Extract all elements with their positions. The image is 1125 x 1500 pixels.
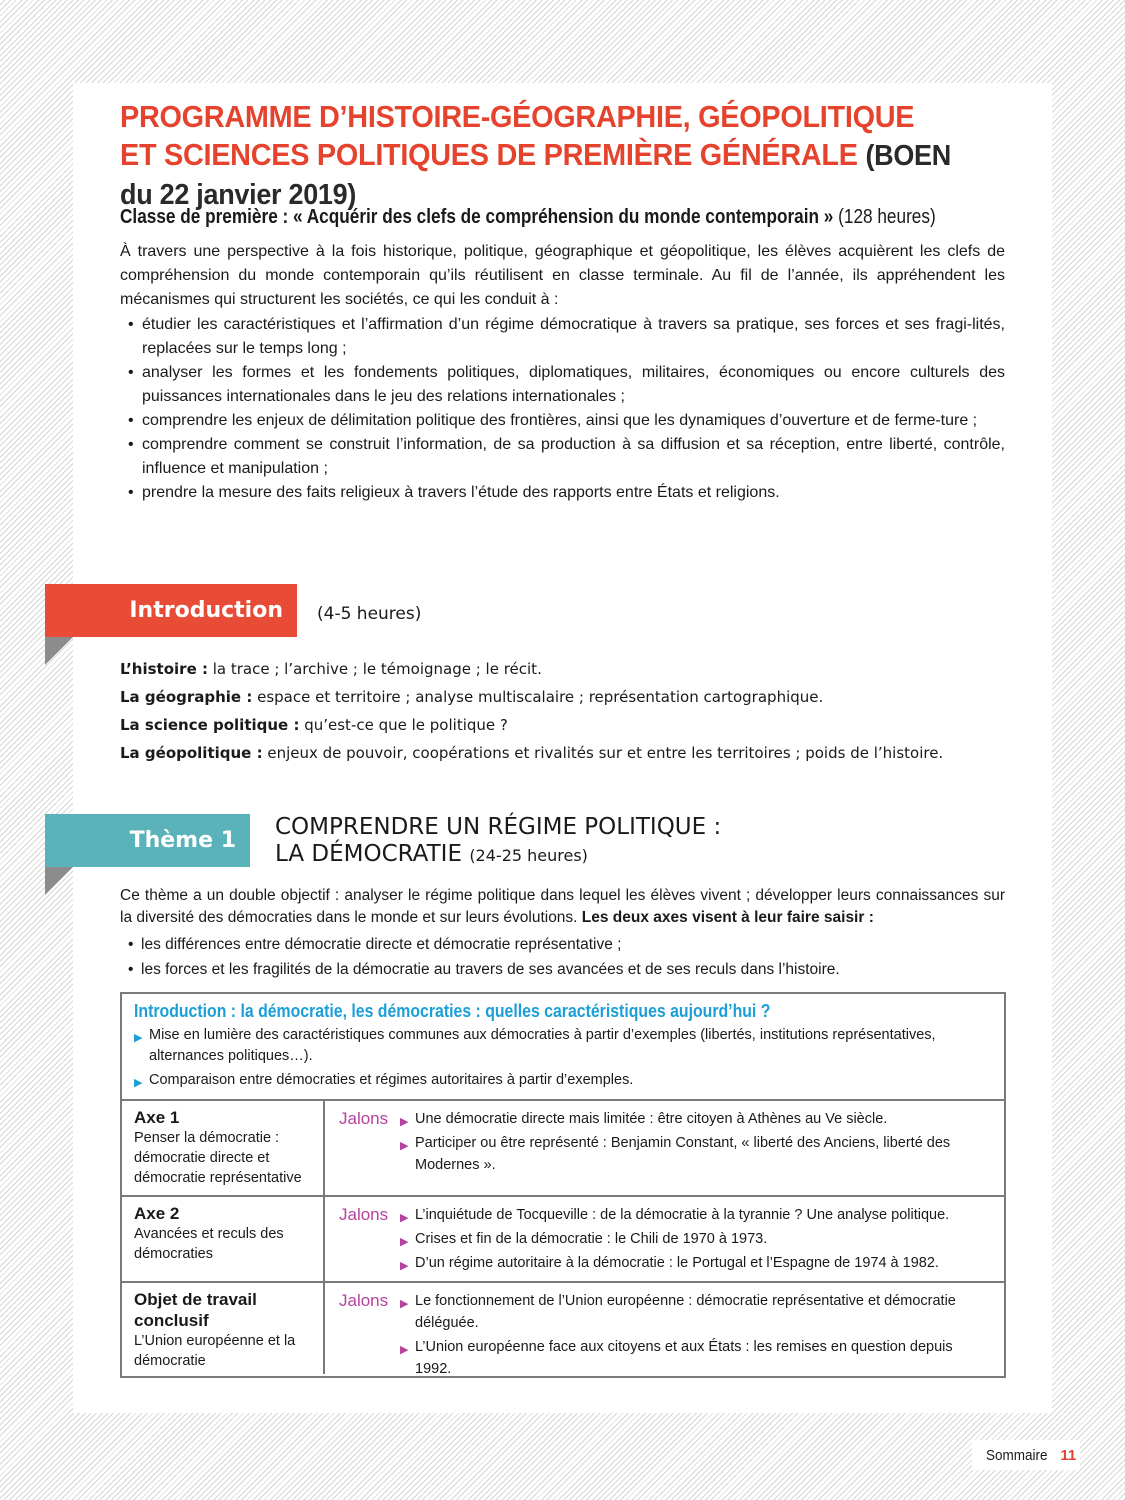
jalons-cell	[325, 1197, 1004, 1281]
triangle-right-icon: ▶	[400, 1298, 409, 1310]
jalon-item	[400, 1336, 992, 1380]
classe-bullets	[128, 313, 1005, 505]
triangle-right-icon: ▶	[400, 1260, 409, 1272]
jalons-label: Jalons	[339, 1291, 389, 1310]
table-intro-title: Introduction : la démocratie, les démocraties : quelles caractéristiques aujourd’hui ?	[134, 1001, 771, 1021]
jalon-text: Le fonctionnement de l’Union européenne : démocratie représentative et démocratie déléguée.	[415, 1293, 956, 1331]
triangle-right-icon: ▶	[400, 1212, 409, 1224]
definition-term: La science politique :	[120, 716, 300, 734]
definition-item	[120, 711, 1000, 739]
footer-sommaire-link[interactable]	[972, 1440, 1080, 1470]
theme1-bullets	[128, 932, 1005, 982]
table-row	[122, 1283, 1004, 1377]
bullet-item: • les forces et les fragilités de la démocratie au travers de ses avancées et de ses reculs dans l’histoire.	[128, 957, 1005, 982]
table-intro-section	[122, 994, 1004, 1101]
title-source: (BOEN du 22 janvier 2019)	[120, 140, 951, 211]
classe-intro: À travers une perspective à la fois historique, politique, géographique et géopolitique, les élèves acquièrent les clefs de compréhension du monde contemporain qu’ils réutilisent en classe terminale. Au fil de l’année, ils appréhendent les mécanismes qui structurent les sociétés, ce qui les conduit à :	[120, 243, 1005, 308]
theme1-title	[275, 814, 721, 869]
triangle-right-icon: ▶	[400, 1116, 409, 1128]
intro-item-text: Mise en lumière des caractéristiques communes aux démocraties à partir d’exemples (libertés, institutions représentatives, alternances politiques…).	[149, 1027, 936, 1064]
jalon-text: L’Union européenne face aux citoyens et aux États : les remises en question depuis 1992.	[415, 1339, 953, 1377]
definition-text: qu’est-ce que le politique ?	[299, 716, 508, 734]
axe-subtitle: Avancées et reculs des démocraties	[134, 1226, 284, 1262]
intro-item-text: Comparaison entre démocraties et régimes autoritaires à partir d’exemples.	[149, 1072, 634, 1088]
jalon-item	[400, 1204, 992, 1226]
classe-label: Classe de première : « Acquérir des clefs de compréhension du monde contemporain »	[120, 206, 834, 228]
theme1-title-line1: COMPRENDRE UN RÉGIME POLITIQUE :	[275, 814, 722, 840]
jalon-item	[400, 1252, 992, 1274]
jalon-text: Participer ou être représenté : Benjamin Constant, « liberté des Anciens, liberté des Modernes ».	[415, 1135, 951, 1173]
page-title	[120, 98, 957, 214]
definition-item	[120, 683, 1000, 711]
bullet-item: • analyser les formes et les fondements politiques, diplomatiques, militaires, économiques ou encore culturels des puissances internationales dans le jeu des relations internationales ;	[128, 361, 1005, 409]
definition-text: la trace ; l’archive ; le témoignage ; le récit.	[207, 660, 542, 678]
theme1-banner-label: Thème 1	[129, 828, 236, 853]
jalon-item	[400, 1228, 992, 1250]
jalon-item	[400, 1108, 992, 1130]
theme1-title-line2: LA DÉMOCRATIE	[275, 841, 462, 867]
jalon-item	[400, 1132, 992, 1176]
jalons-label: Jalons	[339, 1109, 389, 1128]
theme1-description	[120, 885, 1005, 929]
jalon-text: Crises et fin de la démocratie : le Chili de 1970 à 1973.	[415, 1231, 768, 1247]
bullet-item: • étudier les caractéristiques et l’affirmation d’un régime démocratique à travers sa pratique, ses forces et ses fragi-lités, replacées sur le temps long ;	[128, 313, 1005, 361]
triangle-right-icon: ▶	[134, 1032, 143, 1044]
intro-item	[134, 1025, 992, 1067]
footer-label[interactable]: Sommaire	[986, 1446, 1048, 1464]
definition-term: La géographie :	[120, 688, 253, 706]
table-row	[122, 1101, 1004, 1197]
definition-text: enjeux de pouvoir, coopérations et rivalités sur et entre les territoires ; poids de l’histoire.	[262, 744, 944, 762]
bullet-item: • comprendre les enjeux de délimitation politique des frontières, ainsi que les dynamiques d’ouverture et de ferme-ture ;	[128, 409, 1005, 433]
theme1-text-bold: Les deux axes visent à leur faire saisir :	[581, 909, 874, 926]
title-main: PROGRAMME D’HISTOIRE-GÉOGRAPHIE, GÉOPOLITIQUE ET SCIENCES POLITIQUES DE PREMIÈRE GÉNÉRALE	[120, 99, 915, 172]
theme1-table	[120, 992, 1006, 1378]
banner-fold-icon	[45, 637, 73, 665]
definition-term: La géopolitique :	[120, 744, 263, 762]
jalon-text: Une démocratie directe mais limitée : être citoyen à Athènes au Ve siècle.	[415, 1111, 888, 1127]
jalons-cell	[325, 1101, 1004, 1195]
introduction-banner-label: Introduction	[129, 598, 283, 623]
axe-title: Axe 1	[134, 1108, 180, 1127]
theme1-banner	[45, 814, 250, 867]
definition-item	[120, 739, 1000, 767]
definition-item	[120, 655, 1000, 683]
jalons-cell	[325, 1283, 1004, 1377]
axe-title: Objet de travail conclusif	[134, 1290, 257, 1330]
axe-cell	[122, 1101, 325, 1195]
axe-subtitle: Penser la démocratie : démocratie directe et démocratie représentative	[134, 1130, 302, 1186]
definition-text: espace et territoire ; analyse multiscalaire ; représentation cartographique.	[252, 688, 824, 706]
axe-cell	[122, 1197, 325, 1281]
banner-fold-icon	[45, 867, 73, 895]
classe-heading	[120, 206, 936, 229]
theme1-hours: (24-25 heures)	[469, 846, 588, 865]
classe-hours: (128 heures)	[838, 206, 936, 228]
triangle-right-icon: ▶	[400, 1344, 409, 1356]
page-number: 11	[1060, 1446, 1077, 1464]
introduction-banner	[45, 584, 297, 637]
axe-cell	[122, 1283, 325, 1374]
bullet-item: • comprendre comment se construit l’information, de sa production à sa diffusion et sa réception, entre liberté, contrôle, influence et manipulation ;	[128, 433, 1005, 481]
bullet-item: • prendre la mesure des faits religieux à travers l’étude des rapports entre États et religions.	[128, 481, 1005, 505]
introduction-definitions	[120, 655, 1000, 767]
triangle-right-icon: ▶	[400, 1236, 409, 1248]
jalon-item	[400, 1290, 992, 1334]
axe-title: Axe 2	[134, 1204, 180, 1223]
jalons-label: Jalons	[339, 1205, 389, 1224]
axe-subtitle: L’Union européenne et la démocratie	[134, 1333, 296, 1369]
introduction-hours: (4-5 heures)	[317, 604, 422, 624]
definition-term: L’histoire :	[120, 660, 208, 678]
bullet-item: • les différences entre démocratie directe et démocratie représentative ;	[128, 932, 1005, 957]
intro-item	[134, 1070, 992, 1091]
table-row	[122, 1197, 1004, 1283]
triangle-right-icon: ▶	[400, 1140, 409, 1152]
theme1-text: Ce thème a un double objectif : analyser le régime politique dans lequel les élèves vivent ; développer leurs connaissances sur la diversité des démocraties dans le monde et sur leurs évolutions.	[120, 887, 1005, 926]
jalon-text: D’un régime autoritaire à la démocratie : le Portugal et l’Espagne de 1974 à 1982.	[415, 1255, 939, 1271]
triangle-right-icon: ▶	[134, 1077, 143, 1089]
jalon-text: L’inquiétude de Tocqueville : de la démocratie à la tyrannie ? Une analyse politique.	[415, 1207, 950, 1223]
